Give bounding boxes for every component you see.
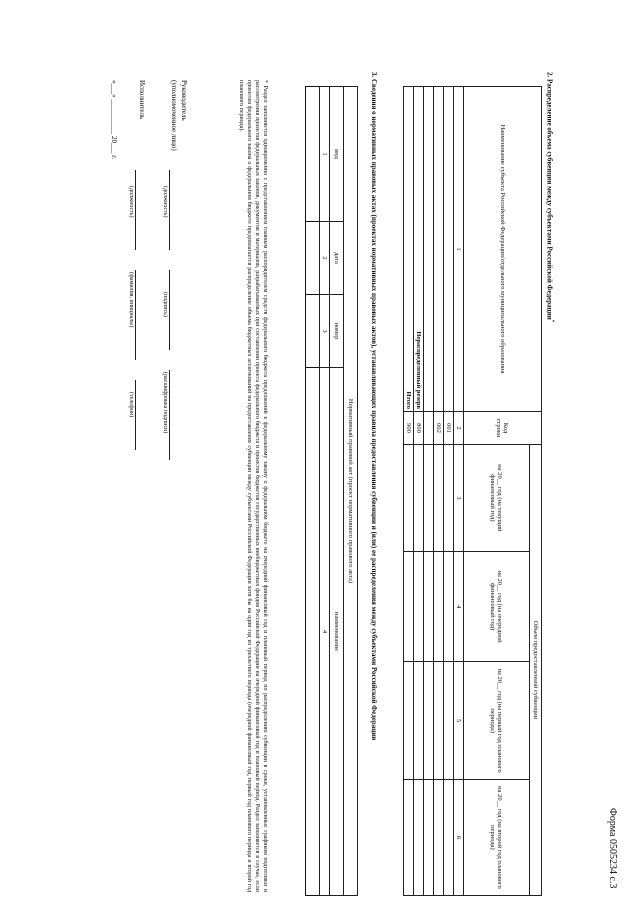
col-header-name: Наименование субъекта Российской Федерации/отдельного муниципального образования	[464, 87, 542, 412]
executor-label: Исполнитель	[138, 80, 146, 120]
col-number: 2	[320, 222, 330, 295]
col-header-code: Код строки	[464, 412, 542, 445]
col-header-title: наименование	[330, 368, 344, 896]
col-header-date: дата	[330, 222, 344, 295]
col-header-volume: Объем предоставленной субвенции	[530, 445, 542, 896]
col-header-year2: на 20__ год (на очередной финансовый год)	[464, 551, 530, 662]
table-row	[444, 87, 454, 896]
col-number: 3	[320, 295, 330, 368]
row-code: 002	[434, 412, 444, 445]
section2-title: 2. Распределение объема субвенции между субъектами Российской Федерации*	[545, 72, 554, 323]
signature-caption: (подпись)	[162, 292, 168, 317]
row-name: Нераспределенный резерв	[414, 87, 424, 412]
footnote: * Раздел заполняется одновременно с представлением главным распорядителем средств федерального бюджета предложений к федеральному закону о федеральном бюджете на очередной финансовый год и плановый период по распределению субвенции в сроки, установленные графиком подготовки и рассмотрения проектов федеральных законов, документов и материалов, разрабатываемых при составлении проекта федерального бюджета и проектов бюджетов государственных внебюджетных фондов Российской Федерации на очередной финансовый год и плановый период. Раздел заполняется в случае, если проектом федерального закона о федеральном бюджете предполагается распределение объема бюджетных ассигнований на предоставление субвенции между субъектами Российской Федерации хотя бы на один год из трехлетнего периода (очередной финансовый год, первый год планового периода и второй год планового периода).	[238, 80, 268, 892]
col-number: 1	[320, 87, 330, 222]
head-label: Руководитель	[180, 80, 188, 121]
name-initials-caption: (фамилия, инициалы)	[128, 272, 134, 328]
table-row	[424, 87, 434, 896]
reserve-row	[414, 87, 424, 896]
total-row	[404, 87, 414, 896]
decoding-caption: (расшифровка подписи)	[162, 372, 168, 434]
head-sublabel: (уполномоченное лицо)	[170, 80, 178, 151]
col-number: 4	[454, 551, 464, 662]
row-code: 900	[404, 412, 414, 445]
col-number: 6	[454, 779, 464, 895]
phone-caption: (телефон)	[128, 392, 134, 418]
section3-title: 3. Сведения о нормативных правовых актах (проектах нормативных правовых актов), устанавливающих правила предоставления субвенции и (или) ее распределения между субъектами Российской Федерации	[370, 72, 378, 741]
acts-table	[305, 86, 358, 896]
col-header-year4: на 20__ год (на второй год планового периода)	[464, 779, 530, 895]
row-name: Итого	[404, 87, 414, 412]
col-number: 3	[454, 445, 464, 552]
table-row	[306, 87, 320, 896]
col-number: 4	[320, 368, 330, 896]
col-header-number: номер	[330, 295, 344, 368]
col-number: 1	[454, 87, 464, 412]
col-number: 2	[454, 412, 464, 445]
position-caption: (должность)	[128, 186, 134, 218]
col-header-act: Нормативный правовой акт (проект нормативного правового акта)	[344, 87, 358, 896]
distribution-table	[403, 86, 542, 896]
form-code: Форма 0505234 с.3	[607, 808, 618, 889]
col-header-year3: на 20__ год (на первый год планового периода)	[464, 662, 530, 779]
col-number: 5	[454, 662, 464, 779]
position-caption: (должность)	[162, 186, 168, 218]
table-row	[434, 87, 444, 896]
row-code: 001	[444, 412, 454, 445]
col-header-type: вид	[330, 87, 344, 222]
row-code: 800	[414, 412, 424, 445]
date-line: «___» __________ 20___ г.	[110, 80, 118, 160]
col-header-year1: на 20__ год (на текущий финансовый год)	[464, 445, 530, 552]
